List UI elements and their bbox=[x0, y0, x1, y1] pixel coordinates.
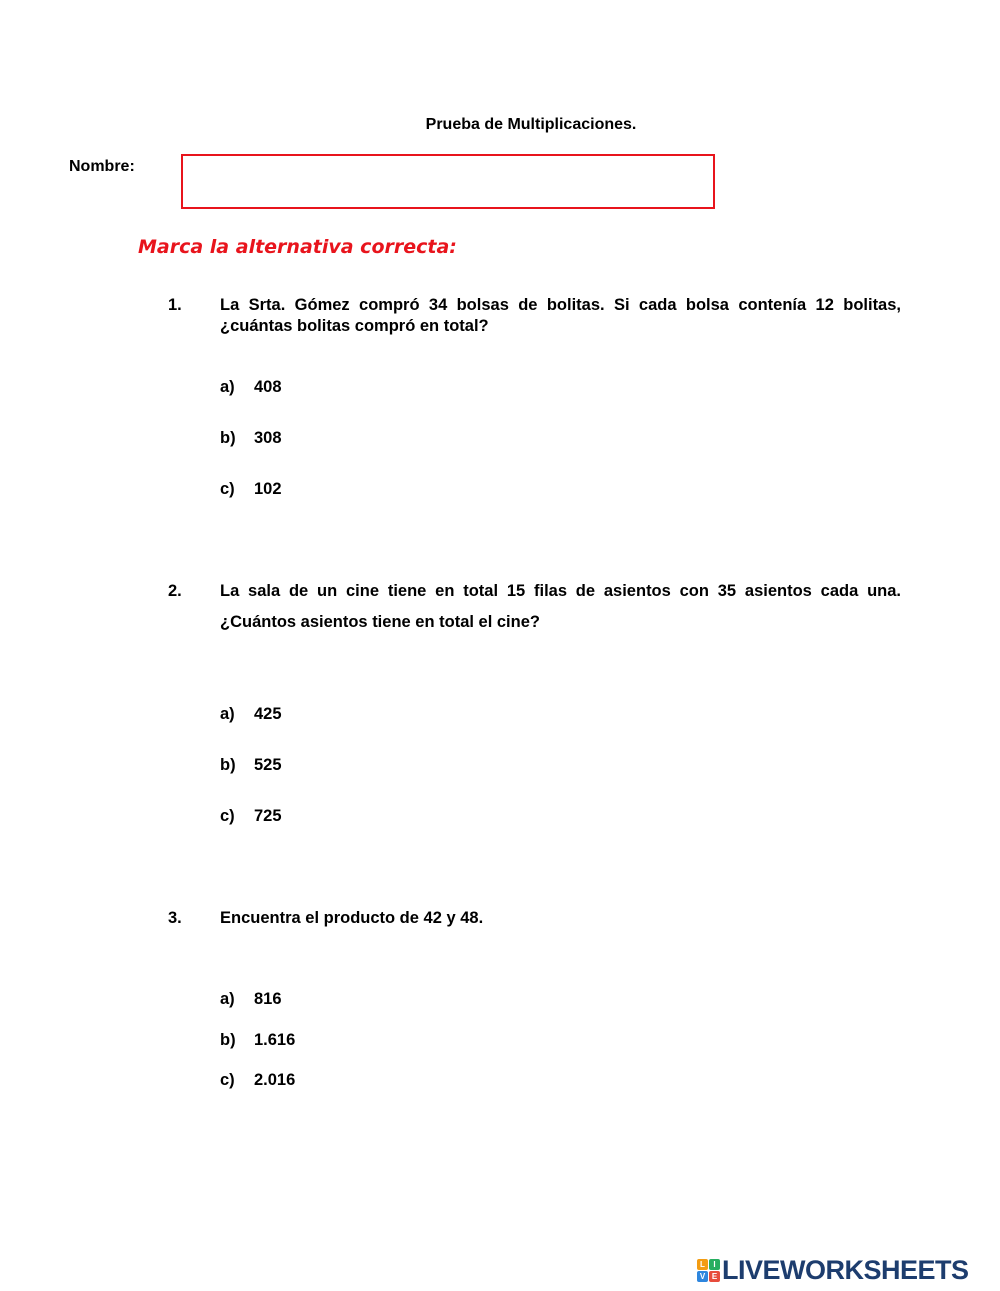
worksheet-title: Prueba de Multiplicaciones. bbox=[425, 116, 637, 133]
logo-letter-v: V bbox=[697, 1271, 708, 1282]
logo-letter-i: I bbox=[709, 1259, 720, 1270]
option-letter: a) bbox=[220, 705, 235, 723]
option-value: 425 bbox=[254, 705, 282, 723]
logo-letter-e: E bbox=[709, 1271, 720, 1282]
question-2-text-line-1: La sala de un cine tiene en total 15 filas de asientos con 35 asientos cada una. bbox=[220, 582, 901, 600]
logo-letter-l: L bbox=[697, 1259, 708, 1270]
option-value: 102 bbox=[254, 480, 282, 498]
question-3-option-b[interactable] bbox=[220, 1031, 295, 1050]
option-letter: b) bbox=[220, 429, 236, 447]
question-3-option-a[interactable] bbox=[220, 990, 282, 1009]
option-value: 816 bbox=[254, 990, 282, 1008]
question-1-option-a[interactable] bbox=[220, 378, 282, 397]
question-3-text-line-1: Encuentra el producto de 42 y 48. bbox=[220, 909, 484, 927]
question-2-option-c[interactable] bbox=[220, 807, 282, 826]
option-letter: c) bbox=[220, 480, 235, 498]
option-letter: c) bbox=[220, 807, 235, 825]
question-2-option-a[interactable] bbox=[220, 705, 282, 724]
question-2-text-line-2: ¿Cuántos asientos tiene en total el cine? bbox=[220, 613, 540, 631]
question-2-number: 2. bbox=[168, 582, 182, 600]
question-1-option-b[interactable] bbox=[220, 429, 282, 448]
option-value: 725 bbox=[254, 807, 282, 825]
question-1-text-line-2: ¿cuántas bolitas compró en total? bbox=[220, 317, 489, 335]
liveworksheets-wordmark: LIVEWORKSHEETS bbox=[722, 1255, 969, 1285]
question-1-option-c[interactable] bbox=[220, 480, 282, 499]
option-letter: a) bbox=[220, 378, 235, 396]
question-2-option-b[interactable] bbox=[220, 756, 282, 775]
option-letter: b) bbox=[220, 1031, 236, 1049]
question-3-option-c[interactable] bbox=[220, 1071, 295, 1090]
option-value: 308 bbox=[254, 429, 282, 447]
option-value: 1.616 bbox=[254, 1031, 296, 1049]
option-letter: b) bbox=[220, 756, 236, 774]
option-value: 408 bbox=[254, 378, 282, 396]
option-letter: a) bbox=[220, 990, 235, 1008]
option-letter: c) bbox=[220, 1071, 235, 1089]
question-3-number: 3. bbox=[168, 909, 182, 927]
option-value: 525 bbox=[254, 756, 282, 774]
instruction-text: Marca la alternativa correcta: bbox=[138, 236, 457, 258]
option-value: 2.016 bbox=[254, 1071, 296, 1089]
liveworksheets-brand bbox=[697, 1255, 969, 1285]
name-label: Nombre: bbox=[69, 158, 135, 175]
liveworksheets-logo-icon bbox=[697, 1259, 720, 1282]
question-1-text-line-1: La Srta. Gómez compró 34 bolsas de bolitas. Si cada bolsa contenía 12 bolitas, bbox=[220, 296, 901, 314]
name-input[interactable] bbox=[181, 154, 715, 209]
question-1-number: 1. bbox=[168, 296, 182, 314]
